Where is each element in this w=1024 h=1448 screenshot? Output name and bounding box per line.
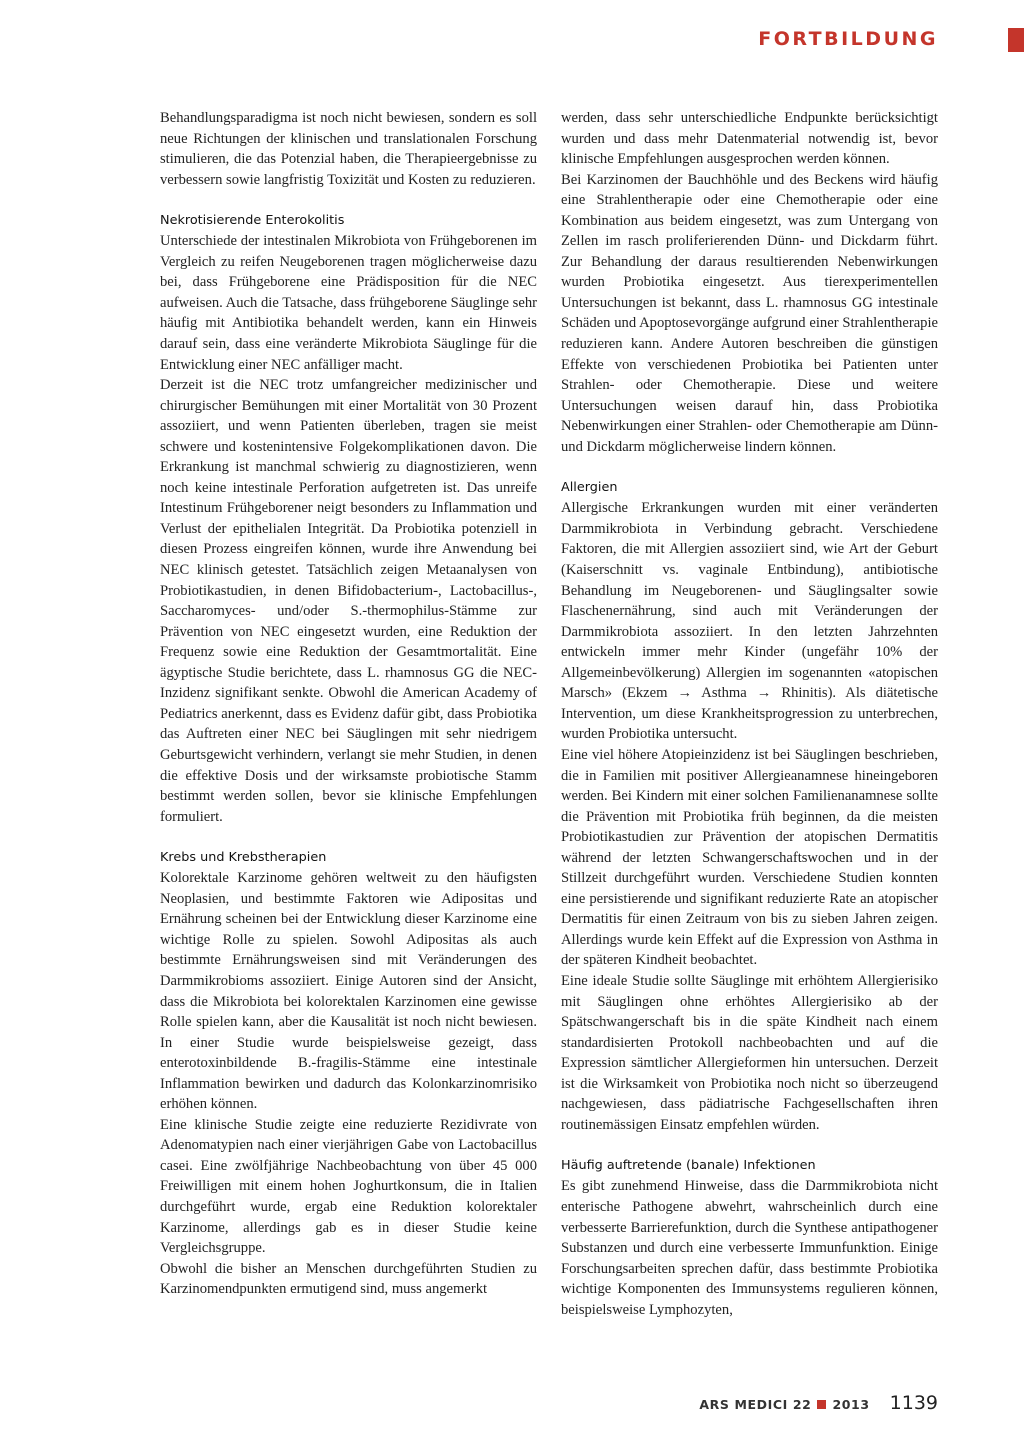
paragraph-allergien-2: Eine viel höhere Atopieinzidenz ist bei Säuglingen beschrieben, die in Familien mit positiver Allergieanamnese hineingeboren werden. Bei Kindern mit einer solchen Familienanamnese sollte die Prävention mit Probiotika früh beginnen, da die meisten Probiotikastudien zur Prävention der atopischen Dermatitis während der letzten Schwangerschaftswochen und in der Stillzeit durchgeführt wurden. Verschiedene Studien konnten eine persistierende und signifikant reduzierte Rate an atopischer Dermatitis für einen Zeitraum von bis zu sieben Jahren zeigen. Allerdings wurde kein Effekt auf die Expression von Asthma in der späteren Kindheit beobachtet. [561, 746, 938, 969]
paragraph-continued-1: werden, dass sehr unterschiedliche Endpunkte berücksichtigt wurden und dass mehr Datenmaterial notwendig ist, bevor klinische Empfehlungen ausgesprochen werden können. [561, 110, 938, 168]
heading-infektionen: Häufig auftretende (banale) Infektionen [561, 1157, 816, 1173]
page-number: 1139 [889, 1392, 938, 1414]
paragraph-krebs-1: Kolorektale Karzinome gehören weltweit zu den häufigsten Neoplasien, und bestimmte Faktoren wie Adipositas und Ernährung scheinen bei der Entwicklung dieser Karzinome eine wichtige Rolle zu spielen. Sowohl Adipositas als auch bestimmte Ernährungsweisen sind mit Veränderungen des Darmmikrobioms assoziiert. Einige Autoren sind der Ansicht, dass die Mikrobiota bei kolorektalen Karzinomen eine gewisse Rolle spielen kann, aber die Kausalität ist noch nicht bewiesen. In einer Studie wurde beispielsweise gezeigt, dass enterotoxinbildende B.-fragilis-Stämme eine intestinale Inflammation bewirken und dadurch das Kolonkarzinomrisiko erhöhen können. [160, 870, 537, 1113]
right-column [561, 108, 938, 1320]
paragraph-allergien-1: Allergische Erkrankungen wurden mit einer veränderten Darmmikrobiota in Verbindung gebracht. Verschiedene Faktoren, die mit Allergien assoziiert sind, wie Art der Geburt (Kaiserschnitt vs. vaginale Entbindung), antibiotische Behandlung im Neugeborenen- und Säuglingsalter sowie Flaschenernährung, sind auch mit Veränderungen der Darmmikrobiota assoziiert. In den letzten Jahrzehnten entwickeln immer mehr Kinder (ungefähr 10% der Allgemeinbevölkerung) Allergien im sogenannten «atopischen Marsch» (Ekzem → Asthma → Rhinitis). Als diätetische Intervention, um diese Krankheitsprogression zu unterbrechen, wurden Probiotika untersucht. [561, 500, 938, 743]
paragraph-nec-2: Derzeit ist die NEC trotz umfangreicher medizinischer und chirurgischer Bemühungen mit einer Mortalität von 30 Prozent assoziiert, und wenn Patienten überleben, tragen sie meist schwere und kostenintensive Folgekomplikationen davon. Die Erkrankung ist manchmal schwierig zu diagnostizieren, wenn noch keine intestinale Perforation aufgetreten ist. Das unreife Intestinum Frühgeborener neigt besonders zu Inflammation und Verlust der epithelialen Integrität. Da Probiotika potenziell in diesen Prozess eingreifen können, wurde ihre Anwendung bei NEC klinisch getestet. Tatsächlich zeigen Metaanalysen von Probiotikastudien, in denen Bifidobacterium-, Lactobacillus-, Saccharomyces- und/oder S.-thermophilus-Stämme zur Prävention von NEC eingesetzt wurden, eine Reduktion der Frequenz sowie eine Reduktion der Gesamtmortalität. Eine ägyptische Studie berichtete, dass L. rhamnosus GG die NEC-Inzidenz signifikant senkte. Obwohl die American Academy of Pediatrics anerkennt, dass es Evidenz dafür gibt, dass Probiotika das Auftreten einer NEC bei Säuglingen mit sehr niedrigem Geburtsgewicht verhindern, verlangt sie mehr Studien, in denen die effektive Dosis und der wirksamste probiotische Stamm bestimmt werden sollen, bevor sie klinische Empfehlungen formuliert. [160, 377, 537, 825]
section-label: FORTBILDUNG [758, 28, 938, 50]
section-color-block [1008, 28, 1024, 52]
paragraph-krebs-3: Obwohl die bisher an Menschen durchgeführten Studien zu Karzinomendpunkten ermutigend sind, muss angemerkt [160, 1260, 537, 1298]
heading-allergien: Allergien [561, 479, 618, 495]
footer-square-icon [817, 1400, 826, 1409]
paragraph-nec-1: Unterschiede der intestinalen Mikrobiota von Frühgeborenen im Vergleich zu reifen Neugeborenen tragen möglicherweise dazu bei, dass Frühgeborene eine Prädisposition für die NEC aufweisen. Auch die Tatsache, dass frühgeborene Säuglinge sehr häufig mit Antibiotika behandelt werden, kann ein Hinweis darauf sein, dass eine veränderte Mikrobiota Säuglinge für die Entwicklung einer NEC anfälliger macht. [160, 233, 537, 373]
page-footer [699, 1392, 938, 1414]
journal-year: 2013 [832, 1397, 870, 1412]
paragraph-krebs-2: Eine klinische Studie zeigte eine reduzierte Rezidivrate von Adenomatypien nach einer vierjährigen Gabe von Lactobacillus casei. Eine zwölfjährige Nachbeobachtung von über 45 000 Freiwilligen mit einem hohen Joghurtkonsum, die in Italien durchgeführt wurde, ergab eine Reduktion kolorektaler Karzinome, allerdings gab es in dieser Studie keine Vergleichsgruppe. [160, 1116, 537, 1257]
journal-name: ARS MEDICI 22 [699, 1397, 812, 1412]
heading-krebs: Krebs und Krebstherapien [160, 849, 327, 865]
paragraph-intro: Behandlungsparadigma ist noch nicht bewiesen, sondern es soll neue Richtungen der klinischen und translationalen Forschung stimulieren, die das Potenzial haben, die Therapieergebnisse zu verbessern sowie langfristig Toxizität und Kosten zu reduzieren. [160, 110, 537, 188]
paragraph-allergien-3: Eine ideale Studie sollte Säuglinge mit erhöhtem Allergierisiko mit Säuglingen ohne erhöhtes Allergierisiko ab der Spätschwangerschaft bis in die späte Kindheit nach einem standardisierten Protokoll nachbeobachten und auf die Expression sämtlicher Allergieformen hin untersuchen. Derzeit ist die Wirksamkeit von Probiotika noch nicht so überzeugend nachgewiesen, dass pädiatrische Fachgesellschaften ihren routinemässigen Einsatz empfehlen würden. [561, 972, 938, 1133]
heading-nec: Nekrotisierende Enterokolitis [160, 212, 345, 228]
paragraph-continued-2: Bei Karzinomen der Bauchhöhle und des Beckens wird häufig eine Strahlentherapie oder eine Chemotherapie oder eine Kombination aus beidem eingesetzt, was zum Untergang von Zellen im rasch proliferierenden Dünn- und Dickdarm führt. Zur Behandlung der daraus resultierenden Nebenwirkungen wurden Probiotika eingesetzt. Aus tierexperimentellen Untersuchungen ist bekannt, dass L. rhamnosus GG intestinale Schäden und Apoptosevorgänge aufgrund einer Strahlentherapie reduzieren kann. Andere Autoren beschreiben die günstigen Effekte von verschiedenen Probiotika bei Patienten unter Strahlen- oder Chemotherapie. Diese und weitere Untersuchungen weisen darauf hin, dass Probiotika Nebenwirkungen einer Strahlen- oder Chemotherapie am Dünn- und Dickdarm möglicherweise lindern können. [561, 171, 938, 455]
left-column [160, 108, 537, 1300]
paragraph-infektionen-1: Es gibt zunehmend Hinweise, dass die Darmmikrobiota nicht enterische Pathogene abwehrt, wahrscheinlich durch eine verbesserte Barrierefunktion, durch die Synthese antipathogener Substanzen und durch eine verbesserte Immunfunktion. Einige Forschungsarbeiten sprechen dafür, dass bestimmte Probiotika wichtige Komponenten des Immunsystems regulieren können, beispielsweise Lymphozyten, [561, 1178, 938, 1318]
